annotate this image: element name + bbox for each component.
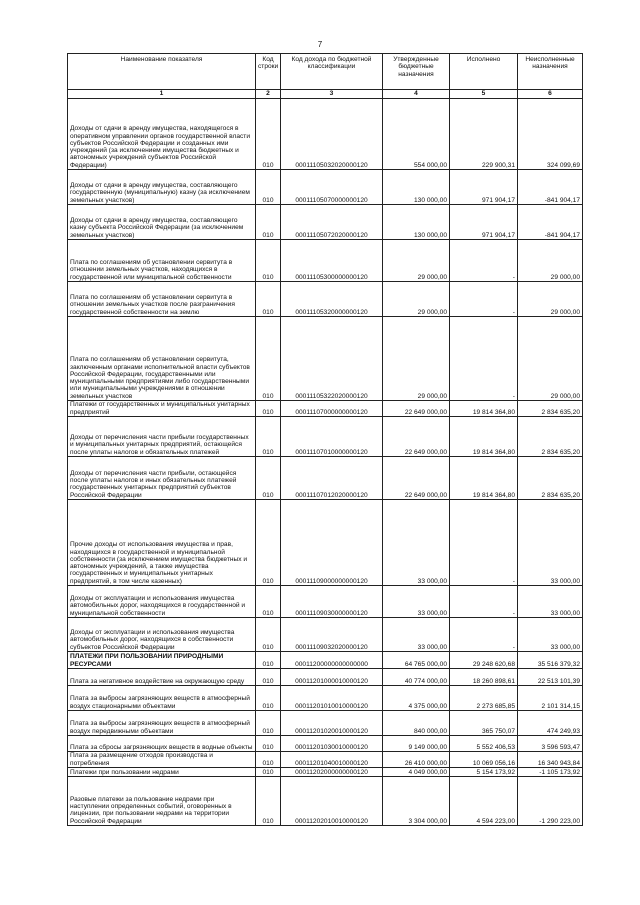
indicator-name-cell: ПЛАТЕЖИ ПРИ ПОЛЬЗОВАНИИ ПРИРОДНЫМИ РЕСУРСАМИ: [68, 652, 256, 669]
unexecuted-amount-cell: 35 516 379,32: [518, 652, 583, 669]
executed-amount-cell: 10 069 056,16: [450, 752, 518, 768]
table-row: [68, 282, 583, 317]
table-row: [68, 686, 583, 711]
indicator-name-cell: Плата за выбросы загрязняющих веществ в атмосферный воздух стационарными объектами: [68, 686, 256, 711]
approved-amount-cell: 22 649 000,00: [383, 457, 450, 500]
executed-amount-cell: 971 904,17: [450, 170, 518, 205]
table-row: [68, 669, 583, 686]
table-row: [68, 711, 583, 736]
income-code-cell: 00011201010010000120: [281, 686, 383, 711]
line-code-cell: 010: [256, 686, 281, 711]
approved-amount-cell: 130 000,00: [383, 170, 450, 205]
line-code-cell: 010: [256, 401, 281, 417]
line-code-cell: 010: [256, 170, 281, 205]
approved-amount-cell: 4 049 000,00: [383, 768, 450, 777]
column-number: 2: [256, 90, 281, 99]
table-row: [68, 618, 583, 652]
table-row: [68, 401, 583, 417]
table-row: [68, 777, 583, 826]
approved-amount-cell: 840 000,00: [383, 711, 450, 736]
table-row: [68, 170, 583, 205]
approved-amount-cell: 22 649 000,00: [383, 417, 450, 457]
header-line-code: Код строки: [256, 54, 281, 90]
executed-amount-cell: -: [450, 317, 518, 401]
income-code-cell: 00011105300000000120: [281, 240, 383, 282]
table-row: [68, 240, 583, 282]
line-code-cell: 010: [256, 752, 281, 768]
column-number: 3: [281, 90, 383, 99]
indicator-name-cell: Доходы от перечисления части прибыли, остающейся после уплаты налогов и иных обязательных платежей государственных унитарных предприятий субъектов Российской Федерации: [68, 457, 256, 500]
budget-execution-table: [67, 53, 583, 826]
indicator-name-cell: Плата по соглашениям об установлении сервитута в отношении земельных участков после разграничения государственной собственности на землю: [68, 282, 256, 317]
indicator-name-cell: Доходы от эксплуатации и использования имущества автомобильных дорог, находящихся в собственности субъектов Российской Федерации: [68, 618, 256, 652]
income-code-cell: 00011107000000000120: [281, 401, 383, 417]
unexecuted-amount-cell: 29 000,00: [518, 317, 583, 401]
line-code-cell: 010: [256, 586, 281, 618]
indicator-name-cell: Плата по соглашениям об установлении сервитута в отношении земельных участков, находящихся в государственной или муниципальной собственности: [68, 240, 256, 282]
line-code-cell: 010: [256, 317, 281, 401]
column-number: 5: [450, 90, 518, 99]
executed-amount-cell: 18 260 898,61: [450, 669, 518, 686]
header-indicator-name: Наименование показателя: [68, 54, 256, 90]
column-number: 4: [383, 90, 450, 99]
indicator-name-cell: Плата за сбросы загрязняющих веществ в водные объекты: [68, 736, 256, 752]
table-row: [68, 652, 583, 669]
unexecuted-amount-cell: 22 513 101,39: [518, 669, 583, 686]
table-row: [68, 457, 583, 500]
executed-amount-cell: -: [450, 240, 518, 282]
unexecuted-amount-cell: -841 904,17: [518, 170, 583, 205]
approved-amount-cell: 554 000,00: [383, 99, 450, 170]
approved-amount-cell: 40 774 000,00: [383, 669, 450, 686]
approved-amount-cell: 64 765 000,00: [383, 652, 450, 669]
income-code-cell: 00011105322020000120: [281, 317, 383, 401]
unexecuted-amount-cell: -841 904,17: [518, 205, 583, 240]
unexecuted-amount-cell: 16 340 943,84: [518, 752, 583, 768]
unexecuted-amount-cell: 2 834 635,20: [518, 457, 583, 500]
table-body: [68, 99, 583, 826]
table-row: [68, 768, 583, 777]
indicator-name-cell: Доходы от перечисления части прибыли государственных и муниципальных унитарных предприятий, остающейся после уплаты налогов и обязательных платежей: [68, 417, 256, 457]
unexecuted-amount-cell: 324 099,69: [518, 99, 583, 170]
indicator-name-cell: Доходы от сдачи в аренду имущества, находящегося в оперативном управлении органов государственной власти субъектов Российской Федерации и созданных ими учреждений (за исключением имущества бюджетных и автономных учреждений субъектов Российской Федерации): [68, 99, 256, 170]
line-code-cell: 010: [256, 777, 281, 826]
income-code-cell: 00011109030000000120: [281, 586, 383, 618]
executed-amount-cell: 4 594 223,00: [450, 777, 518, 826]
executed-amount-cell: -: [450, 618, 518, 652]
executed-amount-cell: 29 248 620,68: [450, 652, 518, 669]
income-code-cell: 00011201030010000120: [281, 736, 383, 752]
unexecuted-amount-cell: 3 596 593,47: [518, 736, 583, 752]
income-code-cell: 00011107010000000120: [281, 417, 383, 457]
approved-amount-cell: 29 000,00: [383, 317, 450, 401]
indicator-name-cell: Платежи от государственных и муниципальных унитарных предприятий: [68, 401, 256, 417]
approved-amount-cell: 4 375 000,00: [383, 686, 450, 711]
table-row: [68, 417, 583, 457]
table-row: [68, 99, 583, 170]
table-row: [68, 205, 583, 240]
line-code-cell: 010: [256, 500, 281, 586]
line-code-cell: 010: [256, 282, 281, 317]
executed-amount-cell: 971 904,17: [450, 205, 518, 240]
executed-amount-cell: 365 750,07: [450, 711, 518, 736]
income-code-cell: 00011202010010000120: [281, 777, 383, 826]
approved-amount-cell: 29 000,00: [383, 240, 450, 282]
approved-amount-cell: 9 149 000,00: [383, 736, 450, 752]
income-code-cell: 00011105320000000120: [281, 282, 383, 317]
indicator-name-cell: Доходы от сдачи в аренду имущества, составляющего казну субъекта Российской Федерации (за исключением земельных участков): [68, 205, 256, 240]
executed-amount-cell: 19 814 364,80: [450, 417, 518, 457]
income-code-cell: 00011105032020000120: [281, 99, 383, 170]
income-code-cell: 00011201000010000120: [281, 669, 383, 686]
executed-amount-cell: 5 154 173,92: [450, 768, 518, 777]
page-number: 7: [317, 40, 323, 49]
column-number: 1: [68, 90, 256, 99]
header-executed: Исполнено: [450, 54, 518, 90]
unexecuted-amount-cell: 2 834 635,20: [518, 417, 583, 457]
line-code-cell: 010: [256, 205, 281, 240]
executed-amount-cell: -: [450, 586, 518, 618]
indicator-name-cell: Прочие доходы от использования имущества и прав, находящихся в государственной и муниципальной собственности (за исключением имущества бюджетных и автономных учреждений, а также имущества государственных и муниципальных унитарных предприятий, в том числе казенных): [68, 500, 256, 586]
column-number-row: [68, 90, 583, 99]
income-code-cell: 00011109032020000120: [281, 618, 383, 652]
header-approved: Утвержденные бюджетные назначения: [383, 54, 450, 90]
approved-amount-cell: 26 410 000,00: [383, 752, 450, 768]
unexecuted-amount-cell: 2 101 314,15: [518, 686, 583, 711]
indicator-name-cell: Доходы от эксплуатации и использования имущества автомобильных дорог, находящихся в государственной и муниципальной собственности: [68, 586, 256, 618]
line-code-cell: 010: [256, 768, 281, 777]
approved-amount-cell: 3 304 000,00: [383, 777, 450, 826]
line-code-cell: 010: [256, 240, 281, 282]
header-unexecuted: Неисполненные назначения: [518, 54, 583, 90]
approved-amount-cell: 29 000,00: [383, 282, 450, 317]
indicator-name-cell: Плата за размещение отходов производства и потребления: [68, 752, 256, 768]
income-code-cell: 00011105072020000120: [281, 205, 383, 240]
table-row: [68, 586, 583, 618]
line-code-cell: 010: [256, 669, 281, 686]
unexecuted-amount-cell: -1 105 173,92: [518, 768, 583, 777]
table-row: [68, 317, 583, 401]
line-code-cell: 010: [256, 652, 281, 669]
executed-amount-cell: 229 900,31: [450, 99, 518, 170]
line-code-cell: 010: [256, 711, 281, 736]
income-code-cell: 00011107012020000120: [281, 457, 383, 500]
table-row: [68, 500, 583, 586]
approved-amount-cell: 33 000,00: [383, 618, 450, 652]
unexecuted-amount-cell: 33 000,00: [518, 586, 583, 618]
unexecuted-amount-cell: 33 000,00: [518, 500, 583, 586]
executed-amount-cell: -: [450, 282, 518, 317]
column-number: 6: [518, 90, 583, 99]
indicator-name-cell: Плата за негативное воздействие на окружающую среду: [68, 669, 256, 686]
indicator-name-cell: Плата за выбросы загрязняющих веществ в атмосферный воздух передвижными объектами: [68, 711, 256, 736]
indicator-name-cell: Доходы от сдачи в аренду имущества, составляющего государственную (муниципальную) казну (за исключением земельных участков): [68, 170, 256, 205]
executed-amount-cell: 19 814 364,80: [450, 401, 518, 417]
indicator-name-cell: Плата по соглашениям об установлении сервитута, заключенным органами исполнительной власти субъектов Российской Федерации, государственными или муниципальными предприятиями либо государственными или муниципальными учреждениями в отношении земельных участков: [68, 317, 256, 401]
table-header-row: [68, 54, 583, 90]
approved-amount-cell: 33 000,00: [383, 586, 450, 618]
executed-amount-cell: 5 552 406,53: [450, 736, 518, 752]
executed-amount-cell: 2 273 685,85: [450, 686, 518, 711]
income-code-cell: 00011105070000000120: [281, 170, 383, 205]
indicator-name-cell: Платежи при пользовании недрами: [68, 768, 256, 777]
executed-amount-cell: 19 814 364,80: [450, 457, 518, 500]
table-row: [68, 736, 583, 752]
income-code-cell: 00011201040010000120: [281, 752, 383, 768]
line-code-cell: 010: [256, 736, 281, 752]
table-row: [68, 752, 583, 768]
line-code-cell: 010: [256, 99, 281, 170]
unexecuted-amount-cell: 474 249,93: [518, 711, 583, 736]
line-code-cell: 010: [256, 417, 281, 457]
unexecuted-amount-cell: 29 000,00: [518, 282, 583, 317]
income-code-cell: 00011200000000000000: [281, 652, 383, 669]
line-code-cell: 010: [256, 618, 281, 652]
unexecuted-amount-cell: 2 834 635,20: [518, 401, 583, 417]
header-income-code: Код дохода по бюджетной классификации: [281, 54, 383, 90]
approved-amount-cell: 130 000,00: [383, 205, 450, 240]
approved-amount-cell: 33 000,00: [383, 500, 450, 586]
unexecuted-amount-cell: 33 000,00: [518, 618, 583, 652]
income-code-cell: 00011201020010000120: [281, 711, 383, 736]
line-code-cell: 010: [256, 457, 281, 500]
income-code-cell: 00011202000000000120: [281, 768, 383, 777]
indicator-name-cell: Разовые платежи за пользование недрами при наступлении определенных событий, оговоренных в лицензии, при пользовании недрами на территории Российской Федерации: [68, 777, 256, 826]
approved-amount-cell: 22 649 000,00: [383, 401, 450, 417]
income-code-cell: 00011109000000000120: [281, 500, 383, 586]
unexecuted-amount-cell: 29 000,00: [518, 240, 583, 282]
unexecuted-amount-cell: -1 290 223,00: [518, 777, 583, 826]
executed-amount-cell: -: [450, 500, 518, 586]
